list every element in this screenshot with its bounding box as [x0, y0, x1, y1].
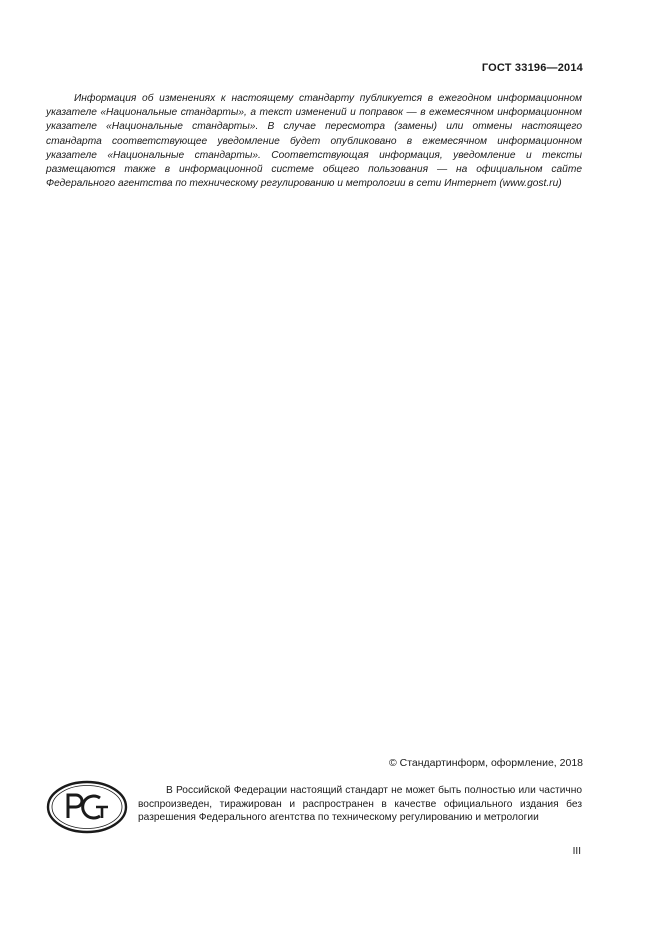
copyright-notice: © Стандартинформ, оформление, 2018: [388, 757, 583, 769]
rst-certification-mark-icon: [46, 780, 128, 834]
standard-code: ГОСТ 33196—2014: [481, 62, 583, 74]
rights-notice-paragraph: В Российской Федерации настоящий стандарт не может быть полностью или частично воспроизведен, тиражирован и распространен в качестве официального издания без разрешения Федерального агентства по техническому регулированию и метрологии: [138, 785, 582, 824]
amendments-info-paragraph: Информация об изменениях к настоящему стандарту публикуется в ежегодном информационном указателе «Национальные стандарты», а текст изменений и поправок — в ежемесячном информационном указателе «Национальные стандарты». В случае пересмотра (замены) или отмены настоящего стандарта соответствующее уведомление будет опубликовано в ежемесячном информационном указателе «Национальные стандарты». Соответствующая информация, уведомление и тексты размещаются также в информационной системе общего пользования — на официальном сайте Федерального агентства по техническому регулированию и метрологии в сети Интернет (www.gost.ru): [46, 93, 582, 190]
page-number: III: [572, 846, 581, 857]
